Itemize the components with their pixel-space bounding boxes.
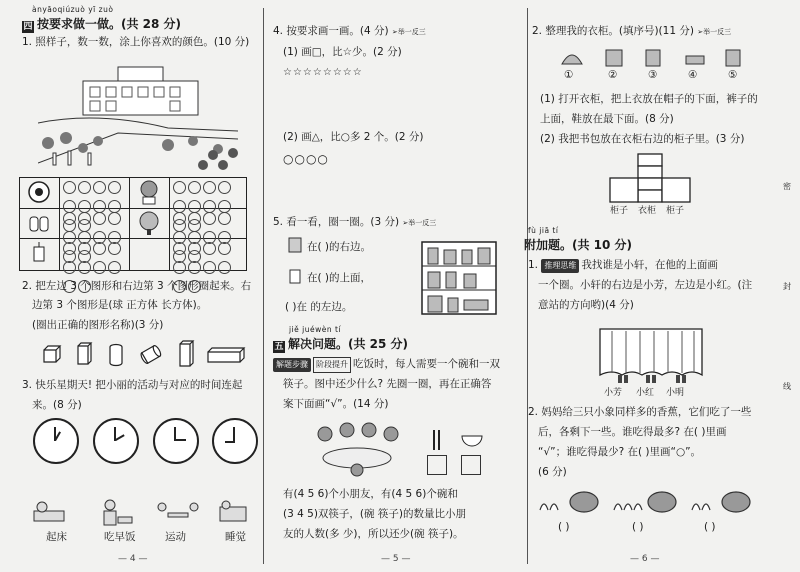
question-1: 1. 照样子，数一数，涂上你喜欢的颜色。(10 分): [22, 36, 250, 48]
clock-1[interactable]: [33, 418, 79, 464]
hat-icon: [562, 55, 582, 64]
bonus-question-1-line3: 意站的方向哟)(4 分): [538, 299, 634, 311]
bed-icon: [34, 511, 64, 521]
clock-hand-hour: [115, 434, 125, 441]
shoes-icon: [686, 56, 704, 64]
elephant-icon: [570, 492, 598, 512]
ball-icon-cell: [20, 178, 60, 209]
page-number: — 6 —: [630, 554, 660, 564]
cabinet-label: 柜子: [666, 206, 685, 216]
cabinet-label: 柜子: [610, 206, 629, 216]
counting-table: [19, 177, 247, 271]
column-divider: [263, 8, 264, 564]
question-6-line2: 筷子。图中还少什么? 先圈一圈，再在正确答: [283, 378, 492, 390]
item-number: ⑤: [728, 69, 738, 81]
question-2-2: (2) 我把书包放在衣柜右边的柜子里。(3 分): [540, 133, 745, 145]
item-number: ③: [648, 69, 658, 81]
section-number-icon: 五: [274, 342, 284, 352]
chopsticks-icon: [427, 428, 447, 452]
section-pinyin: ànyāoqiúzuò yī zuò: [32, 5, 114, 14]
shirt-icon: [606, 50, 622, 66]
robot-icon: [285, 236, 305, 254]
banana-peel-icon: [540, 504, 558, 510]
clock-2[interactable]: [93, 418, 139, 464]
clock-4[interactable]: [212, 418, 258, 464]
section-pinyin: fù jiā tí: [528, 226, 559, 235]
shelf-illustration: [420, 238, 500, 318]
item-number: ④: [688, 69, 698, 81]
shoes-icon: [20, 209, 58, 237]
pants-icon: [646, 50, 660, 66]
bag-icon: [726, 50, 740, 66]
elephants-bananas-illustration: [536, 484, 761, 518]
bonus-section-title: 附加题。(共 10 分): [524, 238, 633, 252]
cube-icon: [44, 346, 60, 362]
question-2: 2. 整理我的衣柜。(填序号)(11 分) ➢举一反三: [532, 25, 732, 37]
lantern-icon: [20, 239, 58, 268]
seal-line-mark: 封: [783, 282, 791, 291]
question-5-b: 在( )的上面，: [307, 272, 372, 284]
activity-label: 睡觉: [225, 531, 246, 543]
shapes-row: [40, 340, 250, 370]
kid-name: 小红: [636, 388, 655, 398]
clock-hand-hour: [176, 439, 186, 441]
answer-blank[interactable]: ( ): [704, 521, 716, 533]
cabinet-label: 衣柜: [638, 206, 657, 216]
question-2-line1: 2. 把左边 3 个图形和右边第 3 个图形圈起来。右: [22, 280, 252, 292]
question-4-2: (2) 画△，比○多 2 个。(2 分): [283, 131, 424, 143]
answer-checkbox-chopsticks[interactable]: [427, 455, 447, 475]
circle-row[interactable]: [60, 209, 130, 239]
cuboid-icon: [78, 343, 91, 364]
seal-line-mark: 密: [783, 182, 791, 191]
bonus-question-2-line4: (6 分): [538, 466, 567, 478]
elephant-icon: [648, 492, 676, 512]
clock-hand-minute: [233, 427, 235, 441]
sleep-icon: [220, 507, 246, 521]
question-6-line4: 有(4 5 6)个小朋友，有(4 5 6)个碗和: [283, 488, 458, 500]
right-cabinet: [662, 178, 690, 202]
clock-hand-hour: [225, 441, 235, 443]
circle-row[interactable]: [170, 209, 246, 239]
school-scene-illustration: [38, 53, 238, 171]
kid-name: 小芳: [604, 388, 623, 398]
circle-row[interactable]: [60, 178, 130, 209]
activity-label: 运动: [165, 531, 186, 543]
activity-illustrations: [30, 497, 255, 529]
item-number: ①: [564, 69, 574, 81]
question-6-line6: 友的人数(多 少)，所以还少(碗 筷子)。: [283, 528, 464, 540]
question-6-line1: 解题步骤 阶段提升 吃饭时，每人需要一个碗和一双: [273, 357, 500, 373]
question-5: 5. 看一看，圈一圈。(3 分) ➢举一反三: [273, 216, 437, 228]
lamp-icon-cell: [20, 239, 60, 270]
curtain-illustration: [596, 325, 706, 385]
question-3-line1: 3. 快乐星期天! 把小丽的活动与对应的时间连起: [22, 379, 243, 391]
cabinet-diagram: [608, 152, 708, 204]
seal-line-mark: 线: [783, 382, 791, 391]
soccer-ball-icon: [20, 178, 58, 207]
clock-3[interactable]: [153, 418, 199, 464]
potted-tree-icon: [130, 178, 168, 207]
tree-icon-cell: [130, 178, 170, 209]
section-pinyin: jiě juéwèn tí: [289, 325, 342, 334]
question-5-c: ( )在 的左边。: [285, 301, 353, 313]
question-4-1: (1) 画□，比☆少。(2 分): [283, 46, 402, 58]
question-6-line3: 案下面画“√”。(14 分): [283, 398, 389, 410]
circle-row[interactable]: [60, 239, 130, 270]
question-5-a: 在( )的右边。: [307, 241, 372, 253]
answer-blank[interactable]: ( ): [558, 521, 570, 533]
section-title-1: 四 按要求做一做。(共 28 分): [23, 17, 182, 32]
circle-row[interactable]: [170, 178, 246, 209]
activity-label: 起床: [46, 531, 67, 543]
answer-checkbox-bowl[interactable]: [461, 455, 481, 475]
bonus-question-1-line1: 1. 推理思维 我找谁是小轩，在他的上面画: [528, 259, 718, 271]
bonus-question-1-line2: 一个圈。小轩的右边是小芳，左边是小红。(注: [538, 279, 753, 291]
page-5: [267, 0, 533, 572]
tree2-icon-cell: [130, 209, 170, 239]
kid-name: 小明: [666, 388, 685, 398]
cabinet-slot: [638, 190, 662, 202]
page-number: — 5 —: [381, 554, 411, 564]
shoes-icon-cell: [20, 209, 60, 239]
answer-blank[interactable]: ( ): [632, 521, 644, 533]
page-4: [0, 0, 266, 572]
column-divider: [527, 8, 528, 564]
clothing-items: [556, 46, 746, 70]
tree-icon: [130, 209, 168, 237]
question-6-line5: (3 4 5)双筷子，(碗 筷子)的数量比小朋: [283, 508, 466, 520]
question-4: 4. 按要求画一画。(4 分) ➢举一反三: [273, 25, 426, 37]
question-2-line2: 边第 3 个图形是(球 正方体 长方体)。: [32, 299, 208, 311]
page-6: [524, 0, 800, 572]
left-cabinet: [610, 178, 638, 202]
elephant-icon: [722, 492, 750, 512]
cabinet-slot: [638, 178, 662, 190]
empty-cell: [130, 239, 170, 270]
bowl-icon: [459, 432, 485, 450]
question-3-line2: 来。(8 分): [32, 399, 82, 411]
section-title-2: 五 解决问题。(共 25 分): [274, 337, 409, 352]
dining-scene-illustration: [307, 420, 407, 478]
cabinet-slot: [638, 154, 662, 166]
stars-row: ☆☆☆☆☆☆☆☆: [283, 67, 363, 78]
question-2-line3: (圈出正确的图形名称)(3 分): [32, 319, 164, 331]
activity-label: 吃早饭: [104, 531, 136, 543]
item-number: ②: [608, 69, 618, 81]
bonus-question-2-line1: 2. 妈妈给三只小象同样多的香蕉，它们吃了一些: [528, 406, 752, 418]
question-2-1b: 上面，鞋放在最下面。(8 分): [540, 113, 674, 125]
cup-icon: [285, 267, 305, 285]
section-number-icon: 四: [23, 22, 33, 32]
bonus-question-2-line3: “√”；谁吃得最少? 在( )里画“○”。: [538, 446, 702, 458]
question-2-1a: (1) 打开衣柜，把上衣放在帽子的下面，裤子的: [540, 93, 758, 105]
page-number: — 4 —: [118, 554, 148, 564]
bonus-question-2-line2: 后，各剩下一些。谁吃得最多? 在( )里画: [538, 426, 727, 438]
circles-row: ○○○○: [283, 152, 329, 166]
circle-row[interactable]: [170, 239, 246, 270]
cabinet-slot: [638, 166, 662, 178]
